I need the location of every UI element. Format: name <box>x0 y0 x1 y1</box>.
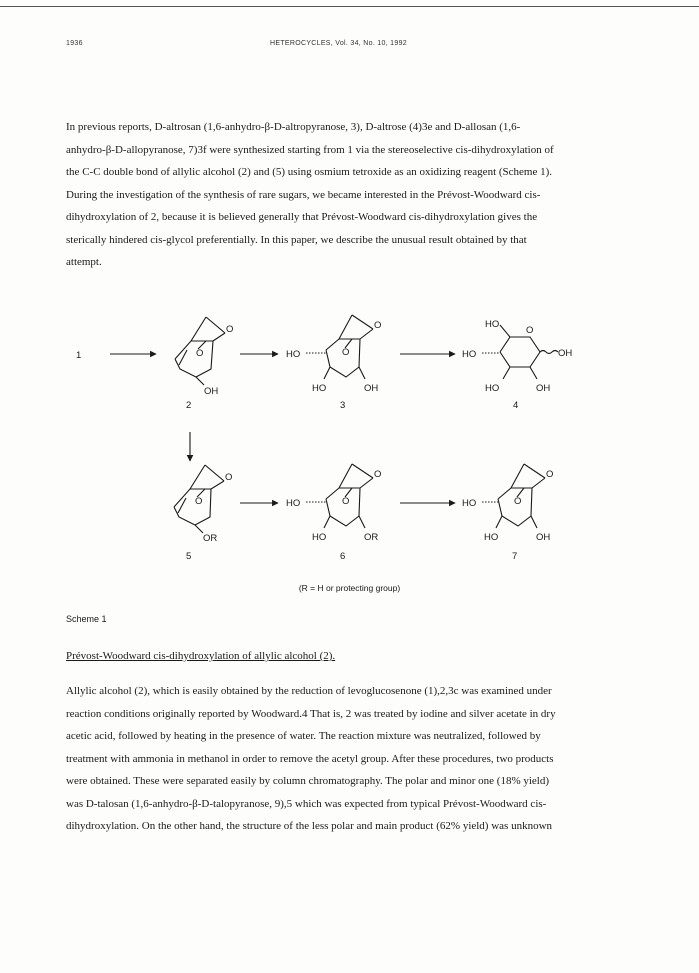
substituent: HO <box>312 532 327 543</box>
body-line: were obtained. These were separated easily by column chromatography. The polar and minor one (18% yield) <box>66 775 550 787</box>
intro-line: sterically hindered cis-glycol preferentially. In this paper, we describe the unusual result obtained by that <box>66 233 527 246</box>
intro-line: anhydro-β-D-allopyranose, 7)3f were synthesized starting from 1 via the stereoselective cis-dihydroxylation of <box>66 143 554 156</box>
substituent: OR <box>364 532 379 543</box>
substituent: HO <box>286 349 301 360</box>
compound-label-4: 4 <box>513 400 519 411</box>
substituent: HO <box>462 498 477 509</box>
compound-label-2: 2 <box>186 400 192 411</box>
compound-3-structure <box>306 315 373 379</box>
bridge-oxygen: O <box>546 469 554 480</box>
substituent: OH <box>364 383 379 394</box>
bridge-oxygen: O <box>374 469 382 480</box>
substituent: HO <box>485 319 500 330</box>
substituent: HO <box>286 498 301 509</box>
body-paragraph <box>66 680 636 838</box>
substituent: HO <box>484 532 499 543</box>
intro-paragraph <box>66 116 636 274</box>
body-line: was D-talosan (1,6-anhydro-β-D-talopyranose, 9),5 which was expected from typical Prévost-Woodward cis- <box>66 797 547 810</box>
ring-oxygen: O <box>342 347 350 358</box>
ring-oxygen: O <box>196 348 204 359</box>
intro-line: During the investigation of the synthesis of rare sugars, we became interested in the Prévost-Woodward cis- <box>66 188 541 201</box>
substituent: HO <box>485 383 500 394</box>
intro-line: attempt. <box>66 256 102 268</box>
body-line: dihydroxylation. On the other hand, the structure of the less polar and main product (62% yield) was unknown <box>66 820 553 832</box>
intro-line: dihydroxylation of 2, because it is believed generally that Prévost-Woodward cis-dihydroxylation gives the <box>66 211 538 223</box>
substituent: HO <box>312 383 327 394</box>
page-number: 1936 <box>66 40 83 47</box>
body-line: acetic acid, followed by heating in the presence of water. The reaction mixture was neutralized, followed by <box>66 730 541 742</box>
substituent: OR <box>203 533 218 544</box>
body-line: Allylic alcohol (2), which is easily obtained by the reduction of levoglucosenone (1),2,3c was examined under <box>66 685 552 697</box>
ring-oxygen: O <box>526 325 534 336</box>
ring-oxygen: O <box>195 496 203 507</box>
bridge-oxygen: O <box>225 472 233 483</box>
ring-oxygen: O <box>514 496 522 507</box>
compound-label-3: 3 <box>340 400 346 411</box>
compound-4-structure <box>482 325 558 379</box>
scheme-note: (R = H or protecting group) <box>298 583 401 593</box>
substituent: OH <box>558 348 573 359</box>
substituent: OH <box>204 386 219 397</box>
body-line: treatment with ammonia in methanol in order to remove the acetyl group. After these procedures, two products <box>66 752 554 765</box>
scheme-1-diagram <box>0 295 699 625</box>
compound-label-7: 7 <box>512 551 518 562</box>
substituent: OH <box>536 532 551 543</box>
bridge-oxygen: O <box>374 320 382 331</box>
bridge-oxygen: O <box>226 324 234 335</box>
compound-label-6: 6 <box>340 551 346 562</box>
intro-line: the C-C double bond of allylic alcohol (2) and (5) using osmium tetroxide as an oxidizing reagent (Scheme 1). <box>66 166 553 178</box>
intro-line: In previous reports, D-altrosan (1,6-anhydro-β-D-altropyranose, 3), D-altrose (4)3e and D-allosan (1,6- <box>66 121 521 133</box>
top-rule <box>0 6 699 7</box>
ring-oxygen: O <box>342 496 350 507</box>
compound-label-5: 5 <box>186 551 192 562</box>
compound-label-1: 1 <box>76 350 82 361</box>
scheme-caption: Scheme 1 <box>66 614 107 624</box>
substituent: OH <box>536 383 551 394</box>
journal-citation: HETEROCYCLES, Vol. 34, No. 10, 1992 <box>270 40 407 47</box>
body-line: reaction conditions originally reported by Woodward.4 That is, 2 was treated by iodine and silver acetate in dry <box>66 707 556 720</box>
compound-6-structure <box>306 464 373 528</box>
substituent: HO <box>462 349 477 360</box>
section-heading: Prévost-Woodward cis-dihydroxylation of allylic alcohol (2). <box>66 650 336 662</box>
